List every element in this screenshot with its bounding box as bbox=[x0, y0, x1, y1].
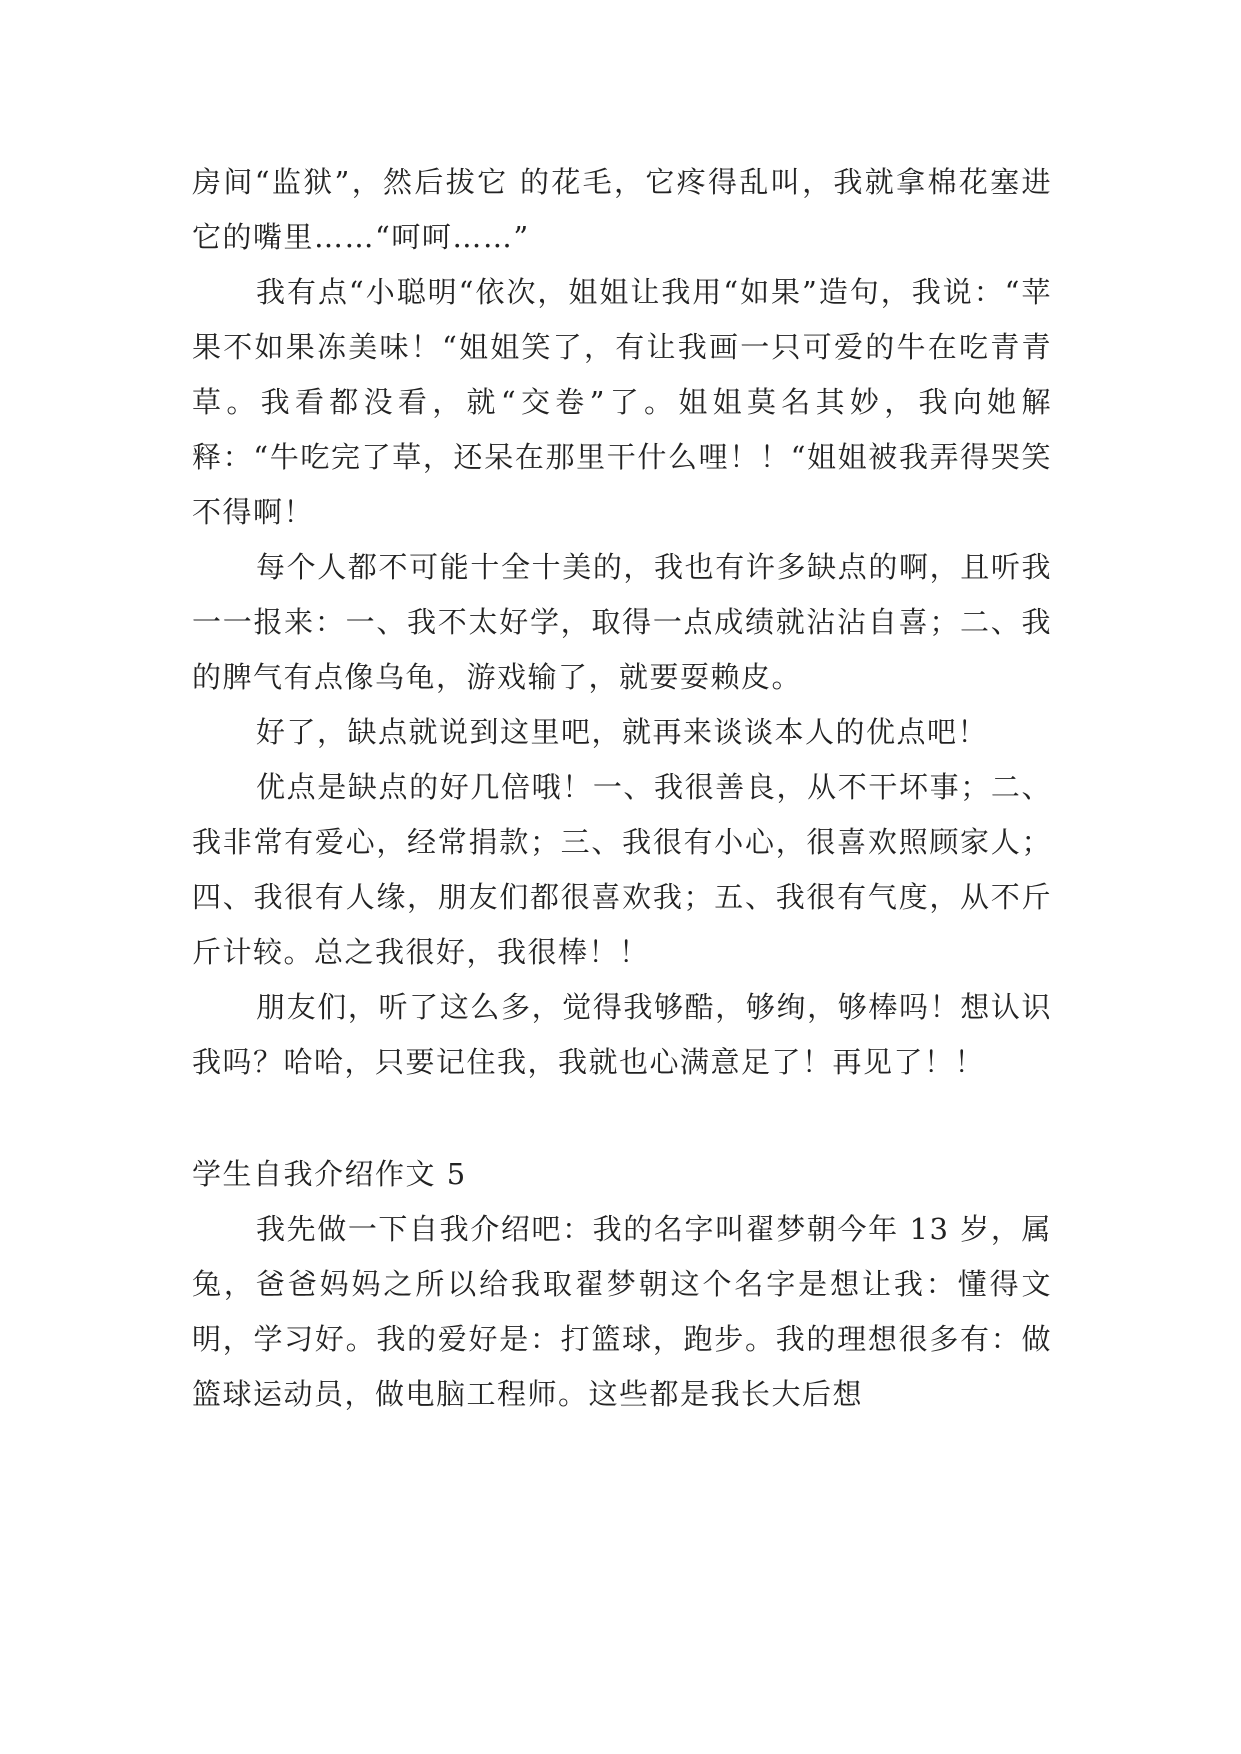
paragraph-strengths: 优点是缺点的好几倍哦！一、我很善良，从不干坏事；二、我非常有爱心，经常捐款；三、我很有小心，很喜欢照顾家人；四、我很有人缘，朋友们都很喜欢我；五、我很有气度，从不斤斤计较。总之我很好，我很棒！！ bbox=[192, 770, 1052, 969]
paragraph-continuation: 房间“监狱”，然后拔它 的花毛，它疼得乱叫，我就拿棉花塞进它的嘴里……“呵呵……” bbox=[192, 165, 1052, 254]
document-body bbox=[192, 155, 1052, 1422]
paragraph-closing: 朋友们，听了这么多，觉得我够酷，够绚，够棒吗！想认识我吗？哈哈，只要记住我，我就也心满意足了！再见了！！ bbox=[192, 990, 1052, 1079]
paragraph-clever-story: 我有点“小聪明“依次，姐姐让我用“如果”造句，我说：“苹果不如果冻美味！“姐姐笑了，有让我画一只可爱的牛在吃青青草。我看都没看，就“交卷”了。姐姐莫名其妙，我向她解释：“牛吃完了草，还呆在那里干什么哩！！“姐姐被我弄得哭笑不得啊！ bbox=[192, 275, 1052, 529]
paragraph-shortcomings: 每个人都不可能十全十美的，我也有许多缺点的啊，且听我一一报来：一、我不太好学，取得一点成绩就沾沾自喜；二、我的脾气有点像乌龟，游戏输了，就要耍赖皮。 bbox=[192, 550, 1052, 694]
paragraph-introduction: 我先做一下自我介绍吧：我的名字叫翟梦朝今年 13 岁，属兔，爸爸妈妈之所以给我取翟梦朝这个名字是想让我：懂得文明，学习好。我的爱好是：打篮球，跑步。我的理想很多有：做篮球运动员，做电脑工程师。这些都是我长大后想 bbox=[192, 1212, 1052, 1411]
section-title: 学生自我介绍作文 5 bbox=[192, 1157, 467, 1191]
paragraph-transition: 好了，缺点就说到这里吧，就再来谈谈本人的优点吧！ bbox=[256, 715, 989, 749]
